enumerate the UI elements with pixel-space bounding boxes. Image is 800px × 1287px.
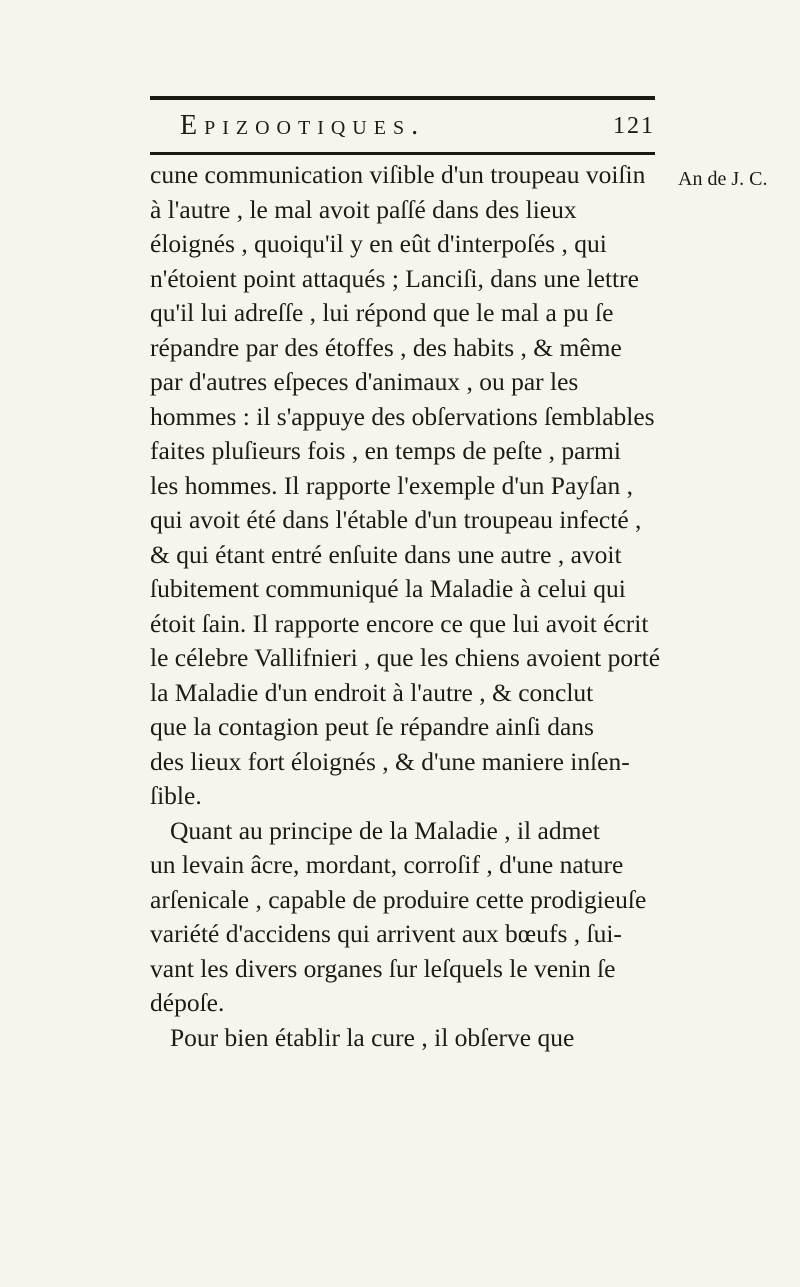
text-line: un levain âcre, mordant, corroſif , d'une nature: [150, 850, 624, 879]
text-line: répandre par des étoffes , des habits , & même: [150, 332, 622, 362]
text-line: qui avoit été dans l'étable d'un troupeau infecté ,: [150, 505, 642, 534]
text-line: ſible.: [150, 781, 202, 810]
text-line: éloignés , quoiqu'il y en eût d'interpoſés , qui: [150, 229, 607, 258]
text-line: n'étoient point attaqués ; Lanciſi, dans une lettre: [150, 263, 639, 293]
text-line: que la contagion peut ſe répandre ainſi dans: [150, 712, 594, 741]
running-head: [150, 106, 655, 146]
header-rule-top: [150, 96, 655, 100]
text-line: des lieux fort éloignés , & d'une maniere inſen-: [150, 746, 630, 776]
text-line: à l'autre , le mal avoit paſſé dans des lieux: [150, 194, 577, 224]
text-line: variété d'accidens qui arrivent aux bœufs , ſui-: [150, 919, 622, 948]
text-line: arſenicale , capable de produire cette prodigieuſe: [150, 884, 647, 914]
text-line: faites pluſieurs fois , en temps de peſte , parmi: [150, 436, 621, 465]
text-line: la Maladie d'un endroit à l'autre , & conclut: [150, 677, 594, 707]
text-line: qu'il lui adreſſe , lui répond que le mal a pu ſe: [150, 298, 614, 327]
paragraph-start-line: Pour bien établir la cure , il obſerve que: [170, 1022, 575, 1052]
running-title: Epizootiques.: [180, 110, 426, 141]
text-line: ſubitement communiqué la Maladie à celui qui: [150, 574, 626, 603]
text-line: le célebre Vallifnieri , que les chiens avoient porté: [150, 643, 661, 672]
body-text: [150, 158, 670, 1055]
text-line: cune communication viſible d'un troupeau voiſin: [150, 160, 646, 189]
page-number: 121: [613, 113, 655, 139]
margin-note: An de J. C.: [678, 168, 768, 190]
text-line: dépoſe.: [150, 988, 225, 1017]
text-line: par d'autres eſpeces d'animaux , ou par les: [150, 367, 579, 396]
header-rule-bottom: [150, 152, 655, 155]
paragraph-start-line: Quant au principe de la Maladie , il admet: [170, 815, 600, 845]
text-line: les hommes. Il rapporte l'exemple d'un Payſan ,: [150, 470, 633, 500]
text-line: & qui étant entré enſuite dans une autre , avoit: [150, 539, 622, 569]
text-line: étoit ſain. Il rapporte encore ce que lui avoit écrit: [150, 608, 649, 638]
text-line: vant les divers organes ſur leſquels le venin ſe: [150, 953, 616, 983]
text-line: hommes : il s'appuye des obſervations ſemblables: [150, 401, 655, 431]
